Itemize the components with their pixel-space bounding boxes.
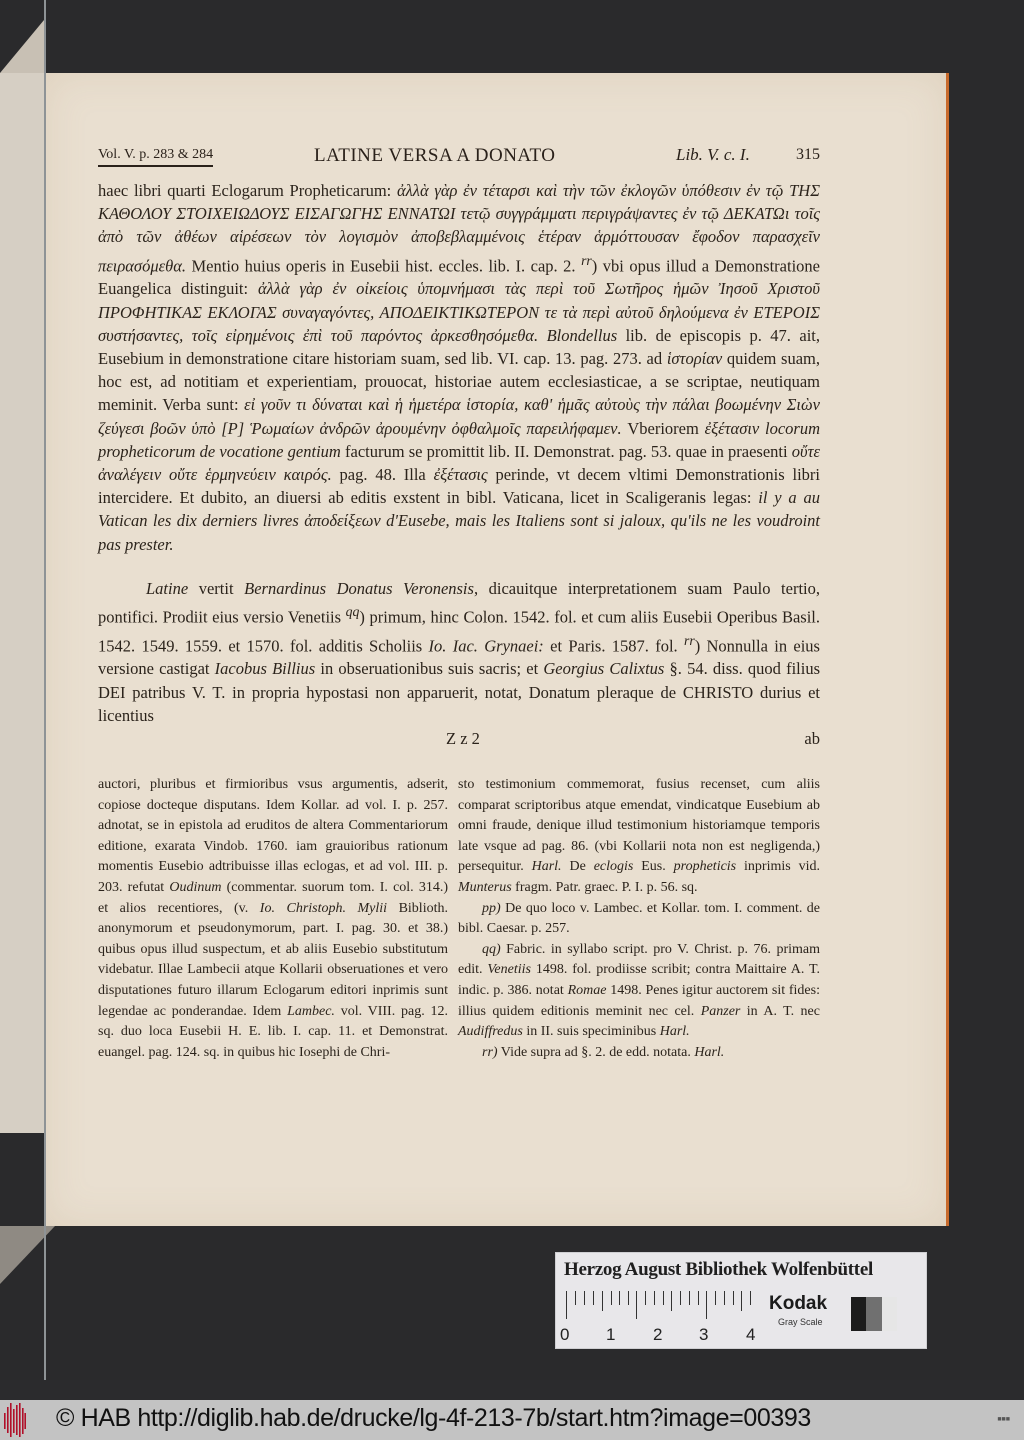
- running-title: LATINE VERSA A DONATO: [314, 145, 556, 166]
- ruler-tick: [593, 1291, 594, 1305]
- hab-logo-icon: [4, 1403, 26, 1437]
- gray-patch-dark: [851, 1297, 866, 1331]
- signature-line: [98, 727, 820, 750]
- greek-quote: εἰ γοῦν τι δύναται καὶ ἡ ἡμετέρα ἱστορία, καθ' ἡμᾶς αὐτοὺς τὴν πάλαι βοωμένην Σιὼν ζεύγεσι βοῶν ὑπὸ [P] Ῥωμαίων ἀνδρῶν ἀρουμένην ὀφθαλμοῖς παρειλήφαμεν.: [98, 395, 820, 438]
- viewer-footer-bar: [0, 1400, 1024, 1440]
- gray-scale-label: Gray Scale: [778, 1317, 823, 1327]
- ruler-tick: [645, 1291, 646, 1305]
- ruler-tick: [663, 1291, 664, 1305]
- footnote-column-left: auctori, pluribus et firmioribus vsus argumentis, adserit, copiose docteque disputans. Idem Kollar. ad vol. I. p. 257. adnotat, se in epistola ad eruditos de altera Commentariorum editione, exarata Vindob. 1760. iam grauioribus rationum momentis Eusebio adtribuisse illas eclogas, et ad vol. III. p. 203. refutat Oudinum (commentar. suorum tom. I. col. 314.) et alios recentiores, (v. Io. Christoph. Mylii Biblioth. anonymorum et pseudonymorum, part. I. pag. 30. et 38.) quibus opus illud suspectum, et ab aliis Eusebio substitutum videbatur. Illae Lambecii atque Kollarii obseruationes et vero disputationes futuro illarum Eclogarum editori inprimis sunt legendae ac ponderandae. Idem Lambec. vol. VIII. pag. 12. sq. duo loca Eusebii H. E. lib. I. cap. 11. et Demonstrat. euangel. pag. 124. sq. in quibus hic Iosephi de Chri-: [98, 777, 449, 1060]
- measurement-ruler: [560, 1291, 756, 1344]
- section-reference: Lib. V. c. I.: [676, 145, 750, 164]
- gray-patch-light: [882, 1297, 897, 1331]
- ruler-label: 3: [699, 1325, 709, 1344]
- french-quote: il y a au Vatican les dix derniers livres ἀποδείξεων d'Eusebe, mais les Italiens sont si jaloux, qu'ils ne les voudroint pas prester.: [98, 488, 820, 554]
- ruler-tick: [680, 1291, 681, 1305]
- previous-page-edge: [0, 73, 44, 1133]
- ruler-tick: [575, 1291, 576, 1305]
- greek-quote: ἀλλὰ γὰρ ἐν τέταρσι καὶ τὴν τῶν ἐκλογῶν ὑπόθεσιν ἐν τῷ ΤΗΣ ΚΑΘΟΛΟΥ ΣΤΟΙΧΕΙΩΔΟΥΣ ΕΙΣΑΓΩΓΗΣ ΕΝΝΑΤΩΙ τετῷ συγγράμματι περιγράψαντες ἐν τῷ ΔΕΚΑΤΩι τοῖς ἀπὸ τῶν ἀθέων αἱρέσεων τὸν λογισμὸν ἀποβεβλαμμένοις ἑτέραν ἁρμόττουσαν ἔφοδον παρασχεῖν πειρασόμεθα.: [98, 181, 820, 276]
- volume-page-reference: Vol. V. p. 283 & 284: [98, 147, 213, 167]
- page-fold-shadow-bottom: [0, 1226, 55, 1284]
- footnote-qq: qq) Fabric. in syllabo script. pro V. Christ. p. 76. primam edit. Venetiis 1498. fol. prodiisse scribit; contra Maittaire A. T. indic. p. 386. notat Romae 1498. Penes igitur auctorem sit fides: illius quidem editionis meminit nec cel. Panzer in A. T. nec Audiffredus in II. suis speciminibus Harl.: [458, 941, 821, 1040]
- ruler-tick: [689, 1291, 690, 1305]
- kodak-brand: Kodak: [769, 1293, 828, 1314]
- copyright-permalink[interactable]: © HAB http://diglib.hab.de/drucke/lg-4f-213-7b/start.htm?image=00393: [56, 1404, 811, 1432]
- footnote-continuation: sto testimonium commemorat, fusius recenset, cum aliis comparat scriptoribus atque emendat, vindicatque Eusebium ab omni fraude, denique illud testimonium historiamque temporis late vsque ad pag. 86. (vbi Kollarii nota non est negligenda,) persequitur. Harl. De eclogis Eus. propheticis inprimis vid. Munterus fragm. Patr. graec. P. I. p. 56. sq.: [458, 777, 820, 895]
- ruler-tick: [584, 1291, 585, 1305]
- ruler-label: 0: [560, 1325, 570, 1344]
- footnote-pp: pp) De quo loco v. Lambec. et Kollar. tom. I. comment. de bibl. Caesar. p. 257.: [458, 900, 820, 937]
- footnote-ref: rr: [684, 632, 695, 648]
- gray-patch-mid: [866, 1297, 881, 1331]
- ruler-tick: [619, 1291, 620, 1305]
- page-fold-shadow-top: [0, 20, 44, 73]
- ruler-label: 2: [653, 1325, 663, 1344]
- main-text-block: [98, 179, 820, 750]
- ruler-tick: [671, 1291, 672, 1311]
- ruler-tick: [636, 1291, 637, 1319]
- ruler-tick: [566, 1291, 567, 1319]
- footnote-ref: qq: [345, 603, 360, 619]
- ruler-tick: [715, 1291, 716, 1305]
- signature-mark: Z z 2: [446, 728, 480, 748]
- library-name: Herzog August Bibliothek Wolfenbüttel: [564, 1259, 873, 1280]
- ruler-tick: [706, 1291, 707, 1319]
- book-page: [46, 73, 949, 1226]
- page-number: 315: [796, 146, 820, 163]
- footnote-column-right: [458, 775, 820, 1063]
- ruler-tick: [698, 1291, 699, 1305]
- ruler-tick: [724, 1291, 725, 1305]
- ruler-label: 4: [746, 1325, 756, 1344]
- ruler-tick: [611, 1291, 612, 1305]
- ruler-label: 1: [606, 1325, 616, 1344]
- ruler-tick: [750, 1291, 751, 1305]
- translator-name: Bernardinus Donatus Veronensis: [244, 578, 474, 598]
- author-name: Blondellus: [546, 325, 618, 345]
- ruler-tick: [741, 1291, 742, 1311]
- paragraph-eclogae: haec libri quarti Eclogarum Propheticarum: ἀλλὰ γὰρ ἐν τέταρσι καὶ τὴν τῶν ἐκλογῶν ὑπόθεσιν ἐν τῷ ΤΗΣ ΚΑΘΟΛΟΥ ΣΤΟΙΧΕΙΩΔΟΥΣ ΕΙΣΑΓΩΓΗΣ ΕΝΝΑΤΩΙ τετῷ συγγράμματι περιγράψαντες ἐν τῷ ΔΕΚΑΤΩι τοῖς ἀπὸ τῶν ἀθέων αἱρέσεων τὸν λογισμὸν ἀποβεβλαμμένοις ἑτέραν ἁρμόττουσαν ἔφοδον παρασχεῖν πειρασόμεθα. Mentio huius operis in Eusebii hist. eccles. lib. I. cap. 2. $^{rr}$) vbi opus illud a Demonstratione Euangelica distinguit: ἀλλὰ γὰρ ἐν οἰκείοις ὑπομνήμασι τὰς περὶ τοῦ Σωτῆρος ἡμῶν Ἰησοῦ Χριστοῦ ΠΡΟΦΗΤΙΚΑΣ ΕΚΛΟΓΑΣ συναγαγόντες, ΑΠΟΔΕΙΚΤΙΚΩΤΕΡΟΝ τε τὰ περὶ αὐτοῦ δηλούμενα ἐν ΕΤΕΡΟΙΣ συστήσαντες, τοῖς εἰρημένοις ἐπὶ τοῦ παρόντος ἀρκεσθησόμεθα. Blondellus lib. de episcopis p. 47. ait, Eusebium in demonstratione citare historiam suam, sed lib. VI. cap. 13. pag. 273. ad ἱστορίαν quidem suam, hoc est, ad notitiam et experientiam, prouocat, historiae autem ecclesiasticae, a se scriptae, neutiquam meminit. Verba sunt: εἰ γοῦν τι δύναται καὶ ἡ ἡμετέρα ἱστορία, καθ' ἡμᾶς αὐτοὺς τὴν πάλαι βοωμένην Σιὼν ζεύγεσι βοῶν ὑπὸ [P] Ῥωμαίων ἀνδρῶν ἀρουμένην ὀφθαλμοῖς παρειλήφαμεν. Vberiorem ἐξέτασιν locorum propheticorum de vocatione gentium facturum se promittit lib. II. Demonstrat. pag. 53. quae in praesenti οὔτε ἀναλέγειν οὔτε ἑρμηνεύειν καιρός. pag. 48. Illa ἐξέτασις perinde, vt decem vltimi Demonstrationis libri intercidere. Et dubito, an diuersi ab editis exstent in bibl. Vaticana, licet in Scaligeranis legas: il y a au Vatican les dix derniers livres ἀποδείξεων d'Eusebe, mais les Italiens sont si jaloux, qu'ils ne les voudroint pas prester.: [98, 181, 821, 554]
- ruler-tick: [602, 1291, 603, 1311]
- paragraph-latin-version: Latine vertit Bernardinus Donatus Veronensis, dicauitque interpretationem suam Paulo tertio, pontifici. Prodiit eius versio Venetiis $^{qq}$) primum, hinc Colon. 1542. fol. et cum aliis Eusebii Operibus Basil. 1542. 1549. 1559. et 1570. fol. additis Scholiis Io. Iac. Grynaei: et Paris. 1587. fol. $^{rr}$) Nonnulla in eius versione castigat Iacobus Billius in obseruationibus suis sacris; et Georgius Calixtus §. 54. diss. quod filius DEI patribus V. T. in propria hypostasi non apparuerit, notat, Donatum pleraque de CHRISTO durius et licentius: [98, 578, 821, 725]
- catchword: ab: [804, 728, 820, 748]
- ruler-tick: [628, 1291, 629, 1305]
- corner-mark: ■■■: [997, 1416, 1010, 1423]
- ruler-tick: [654, 1291, 655, 1305]
- running-head: [98, 143, 820, 169]
- greek-quote: ἀλλὰ γὰρ ἐν οἰκείοις ὑπομνήμασι τὰς περὶ τοῦ Σωτῆρος ἡμῶν Ἰησοῦ Χριστοῦ ΠΡΟΦΗΤΙΚΑΣ ΕΚΛΟΓΑΣ συναγαγόντες, ΑΠΟΔΕΙΚΤΙΚΩΤΕΡΟΝ τε τὰ περὶ αὐτοῦ δηλούμενα ἐν ΕΤΕΡΟΙΣ συστήσαντες, τοῖς εἰρημένοις ἐπὶ τοῦ παρόντος ἀρκεσθησόμεθα.: [98, 279, 820, 345]
- scan-target-card: [555, 1252, 927, 1349]
- footnote-ref: rr: [581, 252, 592, 268]
- gray-scale-patches: [851, 1297, 897, 1331]
- footnote-rr: rr) Vide supra ad §. 2. de edd. notata. Harl.: [482, 1044, 725, 1060]
- ruler-tick: [733, 1291, 734, 1305]
